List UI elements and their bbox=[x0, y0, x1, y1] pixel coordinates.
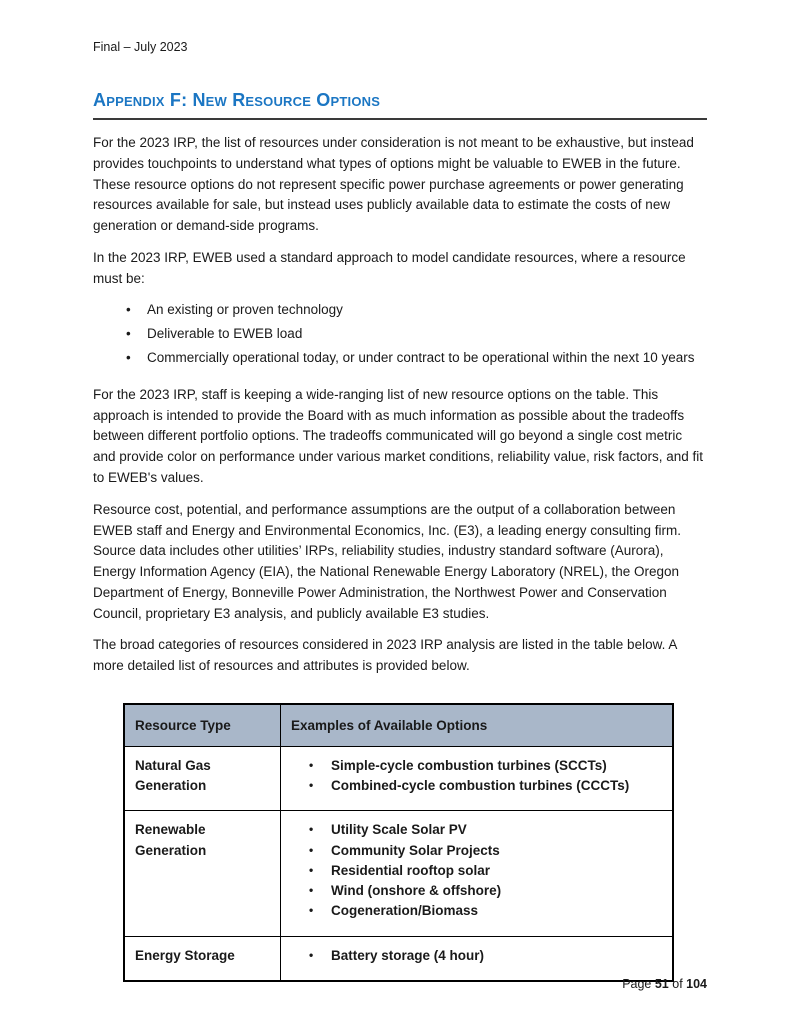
resource-type-cell: Natural Gas Generation bbox=[124, 746, 281, 811]
resource-type-cell: Renewable Generation bbox=[124, 811, 281, 936]
list-item: • Commercially operational today, or under contract to be operational within the next 10 years bbox=[147, 348, 707, 369]
list-item: • Residential rooftop solar bbox=[331, 861, 664, 881]
options-cell bbox=[281, 936, 674, 981]
body-paragraph: Resource cost, potential, and performance assumptions are the output of a collaboration between EWEB staff and Energy and Environmental Economics, Inc. (E3), a leading energy consulting firm. Source data includes other utilities’ IRPs, reliability studies, industry standard software (Aurora), Energy Information Agency (EIA), the National Renewable Energy Laboratory (NREL), the Oregon Department of Energy, Bonneville Power Administration, the Northwest Power and Conservation Council, proprietary E3 analysis, and publicly available E3 studies. bbox=[93, 501, 682, 621]
list-item: • Combined-cycle combustion turbines (CCCTs) bbox=[331, 776, 664, 796]
table-row bbox=[124, 746, 673, 811]
running-header-date: Final – July 2023 bbox=[93, 40, 188, 54]
body-paragraph: For the 2023 IRP, staff is keeping a wide-ranging list of new resource options on the table. This approach is intended to provide the Board with as much information as possible about the tradeoffs between different portfolio options. The tradeoffs communicated will go beyond a single cost metric and provide color on performance under various market conditions, reliability value, risk factors, and fit to EWEB's values. bbox=[93, 386, 704, 485]
body-paragraph: For the 2023 IRP, the list of resources under consideration is not meant to be exhaustive, but instead provides touchpoints to understand what types of options might be valuable to EWEB in the future. These resource options do not represent specific power purchase agreements or power generating resources available for sale, but instead uses publicly available data to estimate the costs of new generation or demand-side programs. bbox=[93, 135, 694, 234]
column-header-resource-type: Resource Type bbox=[124, 704, 281, 747]
options-cell bbox=[281, 746, 674, 811]
footer-total-pages: 104 bbox=[686, 977, 707, 991]
list-item: • Cogeneration/Biomass bbox=[331, 901, 664, 921]
criteria-bullet-list bbox=[93, 300, 707, 368]
options-list bbox=[281, 820, 664, 921]
list-item: • Community Solar Projects bbox=[331, 841, 664, 861]
footer-label: of bbox=[668, 977, 687, 991]
list-item: • An existing or proven technology bbox=[147, 300, 707, 321]
table-header-row bbox=[124, 704, 673, 747]
page-footer bbox=[622, 977, 707, 991]
footer-label: Page bbox=[622, 977, 655, 991]
table-row bbox=[124, 811, 673, 936]
options-list bbox=[281, 756, 664, 797]
resource-options-table bbox=[123, 703, 674, 982]
footer-page-number: 51 bbox=[654, 977, 669, 991]
body-paragraph: In the 2023 IRP, EWEB used a standard approach to model candidate resources, where a resource must be: bbox=[93, 249, 686, 286]
resource-type-cell: Energy Storage bbox=[124, 936, 281, 981]
options-cell bbox=[281, 811, 674, 936]
body-paragraph: The broad categories of resources considered in 2023 IRP analysis are listed in the table below. A more detailed list of resources and attributes is provided below. bbox=[93, 637, 677, 674]
page-title: Appendix F: New Resource Options bbox=[93, 90, 707, 120]
options-list bbox=[281, 946, 664, 966]
list-item: • Simple-cycle combustion turbines (SCCTs) bbox=[331, 756, 664, 776]
table-row bbox=[124, 936, 673, 981]
list-item: • Battery storage (4 hour) bbox=[331, 946, 664, 966]
list-item: • Deliverable to EWEB load bbox=[147, 324, 707, 345]
list-item: • Utility Scale Solar PV bbox=[331, 820, 664, 840]
list-item: • Wind (onshore & offshore) bbox=[331, 881, 664, 901]
column-header-examples: Examples of Available Options bbox=[281, 704, 674, 747]
